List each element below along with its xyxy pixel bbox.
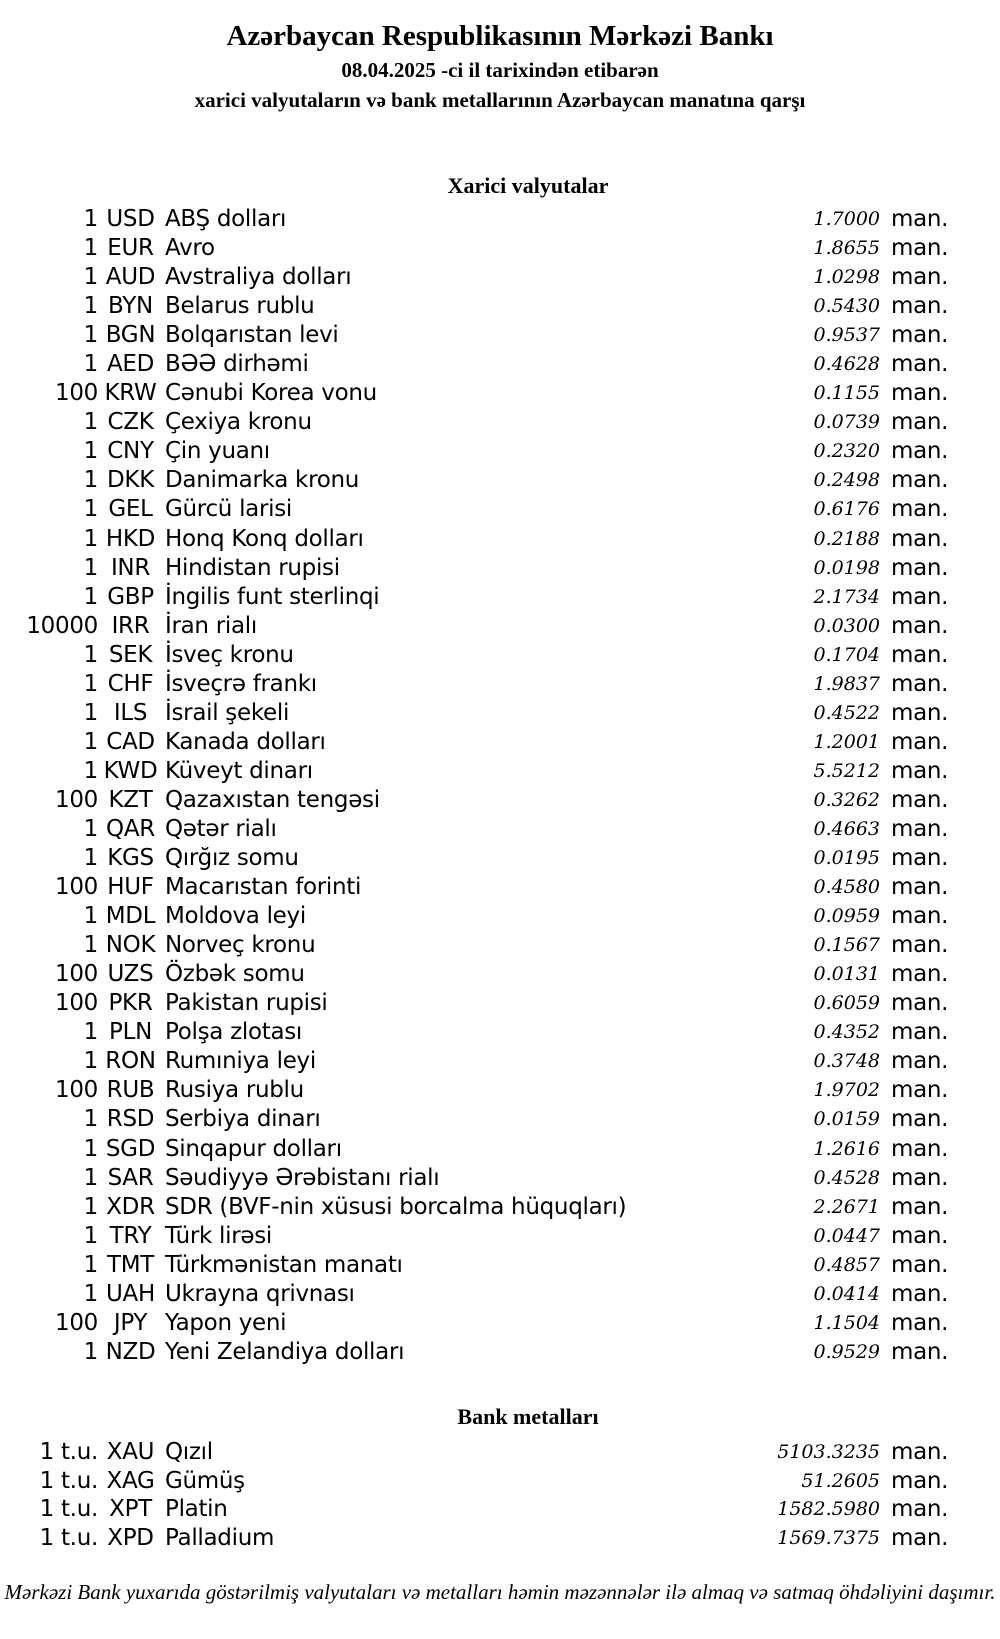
currency-name-cell: Pakistan rupisi (165, 990, 328, 1017)
currency-row (0, 379, 1000, 408)
amount-cell: 1 (83, 264, 98, 291)
currency-name-cell: BƏƏ dirhəmi (165, 351, 309, 378)
currency-row (0, 1280, 1000, 1309)
unit-cell: man. (891, 961, 949, 988)
rate-cell: 1582.5980 (777, 1498, 880, 1521)
currency-row (0, 960, 1000, 989)
metal-name-cell: Qızıl (165, 1439, 213, 1465)
rate-cell: 5.5212 (813, 759, 880, 782)
unit-cell: man. (891, 612, 949, 639)
rate-cell: 1.2616 (813, 1137, 880, 1160)
rate-cell: 0.1704 (813, 643, 880, 666)
rate-cell: 1.9702 (813, 1079, 880, 1102)
amount-cell: 1 t.u. (39, 1496, 98, 1523)
rate-cell: 0.4663 (813, 817, 880, 840)
currency-row (0, 437, 1000, 466)
currency-name-cell: Qazaxıstan tengəsi (165, 786, 380, 813)
currency-name-cell: Kanada dolları (165, 728, 326, 755)
unit-cell: man. (891, 554, 949, 581)
unit-cell: man. (891, 728, 949, 755)
currency-name-cell: Türkmənistan manatı (165, 1251, 403, 1278)
currency-code-cell: ILS (113, 699, 148, 726)
currency-row (0, 321, 1000, 350)
currency-code-cell: AED (106, 351, 155, 378)
currency-code-cell: RUB (106, 1077, 155, 1104)
unit-cell: man. (891, 206, 949, 232)
amount-cell: 1 (83, 1019, 98, 1046)
currency-code-cell: GEL (108, 496, 153, 523)
rate-cell: 2.2671 (813, 1195, 880, 1218)
unit-cell: man. (891, 1222, 949, 1249)
amount-cell: 1 t.u. (39, 1439, 98, 1465)
currency-name-cell: İran rialı (165, 612, 257, 639)
rate-cell: 0.4528 (813, 1166, 880, 1189)
metals-table (0, 1438, 1000, 1553)
currency-code-cell: XDR (106, 1193, 155, 1220)
amount-cell: 1 (83, 932, 98, 959)
metal-name-cell: Platin (165, 1496, 228, 1523)
currency-code-cell: SAR (107, 1164, 154, 1191)
currency-name-cell: Hindistan rupisi (165, 554, 340, 581)
currency-name-cell: İsveçrə frankı (165, 670, 317, 697)
unit-cell: man. (891, 1439, 949, 1465)
amount-cell: 1 (83, 1280, 98, 1307)
unit-cell: man. (891, 293, 949, 320)
unit-cell: man. (891, 1251, 949, 1278)
currency-name-cell: Avstraliya dolları (165, 264, 352, 291)
unit-cell: man. (891, 1164, 949, 1191)
currency-row (0, 1018, 1000, 1047)
currency-row (0, 554, 1000, 583)
currency-name-cell: Bolqarıstan levi (165, 322, 339, 349)
amount-cell: 1 (83, 1164, 98, 1191)
rate-cell: 0.4580 (813, 876, 880, 899)
rate-cell: 0.0447 (813, 1224, 880, 1247)
amount-cell: 100 (55, 961, 98, 988)
unit-cell: man. (891, 409, 949, 436)
currency-row (0, 786, 1000, 815)
rate-cell: 1.7000 (813, 208, 880, 230)
metal-row (0, 1467, 1000, 1496)
currency-name-cell: Macarıstan forinti (165, 874, 362, 901)
currency-row (0, 931, 1000, 960)
currency-name-cell: Gürcü larisi (165, 496, 292, 523)
metal-row (0, 1438, 1000, 1467)
rate-cell: 0.2320 (813, 440, 880, 463)
currency-name-cell: ABŞ dolları (165, 206, 287, 232)
currency-row (0, 699, 1000, 728)
amount-cell: 1 (83, 845, 98, 872)
rate-cell: 0.6059 (813, 992, 880, 1015)
unit-cell: man. (891, 264, 949, 291)
currency-name-cell: Moldova leyi (165, 903, 306, 930)
currency-code-cell: GBP (107, 583, 154, 610)
amount-cell: 1 t.u. (39, 1525, 98, 1552)
unit-cell: man. (891, 1048, 949, 1075)
amount-cell: 1 (83, 1135, 98, 1162)
unit-cell: man. (891, 1077, 949, 1104)
currency-code-cell: IRR (111, 612, 150, 639)
currency-row (0, 1309, 1000, 1338)
currency-name-cell: Yapon yeni (165, 1309, 287, 1336)
amount-cell: 1 (83, 206, 98, 232)
currency-row (0, 1222, 1000, 1251)
rate-cell: 0.2498 (813, 469, 880, 492)
currency-name-cell: Rumıniya leyi (165, 1048, 316, 1075)
currency-name-cell: Səudiyyə Ərəbistanı rialı (165, 1164, 440, 1191)
amount-cell: 1 (83, 554, 98, 581)
section-heading-metals: Bank metalları (457, 1404, 599, 1429)
amount-cell: 1 (83, 235, 98, 262)
currency-code-cell: CAD (106, 728, 155, 755)
currency-code-cell: UAH (106, 1280, 155, 1307)
currency-code-cell: UZS (107, 961, 154, 988)
currency-row (0, 408, 1000, 437)
currency-name-cell: Özbək somu (165, 961, 305, 988)
currency-code-cell: MDL (105, 903, 156, 930)
currency-row (0, 263, 1000, 292)
unit-cell: man. (891, 380, 949, 407)
rate-cell: 5103.3235 (777, 1441, 880, 1463)
currency-code-cell: NOK (105, 932, 156, 959)
amount-cell: 10000 (26, 612, 98, 639)
rate-cell: 1.8655 (813, 237, 880, 260)
footer-disclaimer: Mərkəzi Bank yuxarıda göstərilmiş valyutaları və metalları həmin məzənnələr ilə almaq və satmaq öhdəliyini daşımır. (4, 1580, 996, 1604)
amount-cell: 100 (55, 380, 98, 407)
metal-name-cell: Palladium (165, 1525, 275, 1552)
unit-cell: man. (891, 874, 949, 901)
amount-cell: 1 (83, 699, 98, 726)
amount-cell: 100 (55, 786, 98, 813)
rate-cell: 0.0131 (813, 963, 880, 986)
unit-cell: man. (891, 1467, 949, 1494)
rate-cell: 0.3262 (813, 788, 880, 811)
unit-cell: man. (891, 1106, 949, 1133)
rate-cell: 1.0298 (813, 266, 880, 289)
currency-row (0, 873, 1000, 902)
currency-name-cell: Honq Konq dolları (165, 525, 364, 552)
currency-name-cell: Rusiya rublu (165, 1077, 304, 1104)
unit-cell: man. (891, 1309, 949, 1336)
metal-row (0, 1495, 1000, 1524)
currency-row (0, 844, 1000, 873)
currency-name-cell: Avro (165, 235, 215, 262)
rate-cell: 0.6176 (813, 498, 880, 521)
currency-row (0, 1135, 1000, 1164)
unit-cell: man. (891, 1338, 949, 1365)
rate-cell: 0.4628 (813, 353, 880, 376)
currency-name-cell: Qırğız somu (165, 845, 299, 872)
metal-name-cell: Gümüş (165, 1467, 245, 1494)
unit-cell: man. (891, 670, 949, 697)
currency-row (0, 525, 1000, 554)
currency-code-cell: EUR (107, 235, 154, 262)
currency-code-cell: TRY (109, 1222, 152, 1249)
amount-cell: 1 (83, 525, 98, 552)
rate-cell: 1.9837 (813, 672, 880, 695)
currency-code-cell: AUD (105, 264, 156, 291)
section-heading-currencies: Xarici valyutalar (447, 173, 609, 198)
currency-name-cell: Yeni Zelandiya dolları (165, 1338, 405, 1365)
unit-cell: man. (891, 932, 949, 959)
amount-cell: 1 (83, 496, 98, 523)
currency-row (0, 234, 1000, 263)
currency-name-cell: Ukrayna qrivnası (165, 1280, 355, 1307)
rate-cell: 0.0195 (813, 847, 880, 870)
currency-name-cell: Çexiya kronu (165, 409, 312, 436)
currency-code-cell: KWD (103, 757, 158, 784)
currency-name-cell: İngilis funt sterlinqi (165, 583, 380, 610)
amount-cell: 1 (83, 1338, 98, 1365)
currency-row (0, 292, 1000, 321)
metal-row (0, 1524, 1000, 1553)
currency-name-cell: Türk lirəsi (165, 1222, 273, 1249)
rate-cell: 0.4857 (813, 1253, 880, 1276)
currency-row (0, 1338, 1000, 1367)
currency-row (0, 728, 1000, 757)
currency-name-cell: Çin yuanı (165, 438, 270, 465)
amount-cell: 1 (83, 467, 98, 494)
currency-code-cell: PKR (108, 990, 153, 1017)
rate-cell: 1569.7375 (777, 1527, 880, 1550)
currency-code-cell: CHF (107, 670, 154, 697)
currency-name-cell: SDR (BVF-nin xüsusi borcalma hüquqları) (165, 1193, 627, 1220)
currency-table (0, 205, 1000, 1367)
unit-cell: man. (891, 1193, 949, 1220)
rate-cell: 0.1567 (813, 934, 880, 957)
currency-code-cell: NZD (105, 1338, 156, 1365)
amount-cell: 1 (83, 322, 98, 349)
currency-name-cell: Belarus rublu (165, 293, 315, 320)
metal-code-cell: XAG (106, 1467, 155, 1494)
unit-cell: man. (891, 1525, 949, 1552)
currency-name-cell: Serbiya dinarı (165, 1106, 321, 1133)
currency-name-cell: İsveç kronu (165, 641, 294, 668)
unit-cell: man. (891, 990, 949, 1017)
currency-code-cell: KGS (107, 845, 154, 872)
currency-row (0, 1164, 1000, 1193)
rate-cell: 0.0959 (813, 905, 880, 928)
currency-row (0, 815, 1000, 844)
currency-code-cell: KRW (104, 380, 157, 407)
rate-cell: 51.2605 (801, 1469, 880, 1492)
currency-row (0, 1105, 1000, 1134)
currency-code-cell: RSD (106, 1106, 155, 1133)
rate-cell: 0.4352 (813, 1021, 880, 1044)
unit-cell: man. (891, 757, 949, 784)
rate-cell: 0.0414 (813, 1282, 880, 1305)
rate-cell: 0.0198 (813, 556, 880, 579)
unit-cell: man. (891, 438, 949, 465)
unit-cell: man. (891, 583, 949, 610)
currency-row (0, 902, 1000, 931)
unit-cell: man. (891, 641, 949, 668)
currency-code-cell: CZK (107, 409, 154, 436)
amount-cell: 1 (83, 815, 98, 842)
currency-row (0, 1251, 1000, 1280)
amount-cell: 100 (55, 874, 98, 901)
amount-cell: 1 (83, 293, 98, 320)
currency-code-cell: QAR (106, 815, 155, 842)
amount-cell: 1 (83, 728, 98, 755)
currency-name-cell: İsrail şekeli (165, 699, 290, 726)
rate-cell: 0.1155 (813, 382, 880, 405)
currency-code-cell: BYN (108, 293, 153, 320)
amount-cell: 1 t.u. (39, 1467, 98, 1494)
amount-cell: 1 (83, 1048, 98, 1075)
unit-cell: man. (891, 467, 949, 494)
amount-cell: 100 (55, 1309, 98, 1336)
currency-row (0, 1047, 1000, 1076)
currency-row (0, 205, 1000, 234)
amount-cell: 1 (83, 641, 98, 668)
currency-row (0, 1193, 1000, 1222)
currency-code-cell: SEK (108, 641, 153, 668)
amount-cell: 1 (83, 1251, 98, 1278)
currency-row (0, 612, 1000, 641)
currency-code-cell: TMT (106, 1251, 155, 1278)
currency-code-cell: CNY (107, 438, 154, 465)
currency-row (0, 466, 1000, 495)
currency-name-cell: Norveç kronu (165, 932, 316, 959)
currency-code-cell: KZT (108, 786, 153, 813)
rate-cell: 0.0159 (813, 1108, 880, 1131)
unit-cell: man. (891, 903, 949, 930)
currency-code-cell: INR (110, 554, 151, 581)
unit-cell: man. (891, 699, 949, 726)
metal-code-cell: XPD (107, 1525, 154, 1552)
rate-cell: 0.5430 (813, 295, 880, 318)
amount-cell: 1 (83, 438, 98, 465)
rate-cell: 1.2001 (813, 730, 880, 753)
unit-cell: man. (891, 845, 949, 872)
unit-cell: man. (891, 235, 949, 262)
metal-code-cell: XPT (109, 1496, 152, 1523)
unit-cell: man. (891, 322, 949, 349)
rate-cell: 0.9537 (813, 324, 880, 347)
amount-cell: 1 (83, 757, 98, 784)
amount-cell: 1 (83, 409, 98, 436)
amount-cell: 1 (83, 1193, 98, 1220)
currency-code-cell: HUF (107, 874, 154, 901)
page-title: Azərbaycan Respublikasının Mərkəzi Bankı (226, 20, 774, 52)
amount-cell: 100 (55, 990, 98, 1017)
currency-row (0, 495, 1000, 524)
rate-cell: 0.2188 (813, 527, 880, 550)
currency-code-cell: PLN (109, 1019, 152, 1046)
currency-code-cell: JPY (113, 1309, 148, 1336)
amount-cell: 1 (83, 670, 98, 697)
amount-cell: 1 (83, 1106, 98, 1133)
currency-name-cell: Polşa zlotası (165, 1019, 303, 1046)
currency-row (0, 641, 1000, 670)
unit-cell: man. (891, 1496, 949, 1523)
currency-row (0, 1076, 1000, 1105)
unit-cell: man. (891, 1280, 949, 1307)
rate-cell: 2.1734 (813, 585, 880, 608)
rate-cell: 0.0300 (813, 614, 880, 637)
currency-code-cell: HKD (105, 525, 156, 552)
amount-cell: 1 (83, 903, 98, 930)
amount-cell: 1 (83, 583, 98, 610)
unit-cell: man. (891, 1135, 949, 1162)
currency-name-cell: Cənubi Korea vonu (165, 380, 377, 407)
currency-row (0, 989, 1000, 1018)
currency-row (0, 583, 1000, 612)
unit-cell: man. (891, 786, 949, 813)
amount-cell: 1 (83, 1222, 98, 1249)
subject-line: xarici valyutaların və bank metallarının Azərbaycan manatına qarşı (194, 88, 806, 112)
currency-row (0, 350, 1000, 379)
currency-name-cell: Sinqapur dolları (165, 1135, 342, 1162)
currency-code-cell: DKK (107, 467, 154, 494)
rate-cell: 1.1504 (813, 1311, 880, 1334)
amount-cell: 100 (55, 1077, 98, 1104)
amount-cell: 1 (83, 351, 98, 378)
unit-cell: man. (891, 1019, 949, 1046)
rate-cell: 0.0739 (813, 411, 880, 434)
currency-code-cell: USD (106, 206, 155, 232)
currency-row (0, 757, 1000, 786)
unit-cell: man. (891, 496, 949, 523)
currency-code-cell: SGD (105, 1135, 156, 1162)
rate-cell: 0.3748 (813, 1050, 880, 1073)
unit-cell: man. (891, 815, 949, 842)
metal-code-cell: XAU (106, 1439, 155, 1465)
currency-name-cell: Danimarka kronu (165, 467, 360, 494)
unit-cell: man. (891, 351, 949, 378)
currency-row (0, 670, 1000, 699)
effective-date-line: 08.04.2025 -ci il tarixindən etibarən (341, 58, 659, 82)
rate-cell: 0.9529 (813, 1340, 880, 1363)
currency-name-cell: Qətər rialı (165, 815, 277, 842)
currency-name-cell: Küveyt dinarı (165, 757, 313, 784)
currency-code-cell: BGN (105, 322, 156, 349)
currency-code-cell: RON (105, 1048, 156, 1075)
unit-cell: man. (891, 525, 949, 552)
rate-cell: 0.4522 (813, 701, 880, 724)
